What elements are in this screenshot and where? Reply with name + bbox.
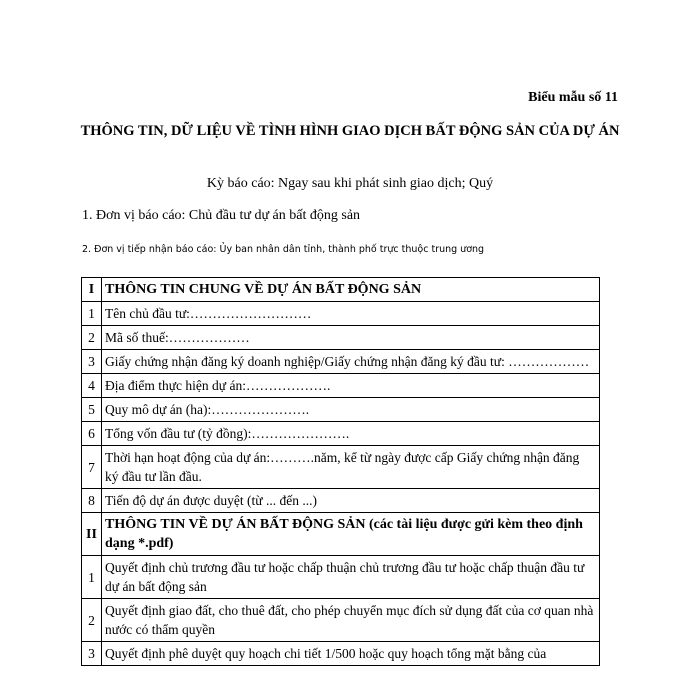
row-text: Tiến độ dự án được duyệt (từ ... đến ...)	[102, 489, 600, 513]
row-number: 8	[82, 489, 102, 513]
row-number: 4	[82, 374, 102, 398]
row-number: 1	[82, 556, 102, 599]
table-row	[82, 422, 600, 446]
table-row	[82, 350, 600, 374]
table-row	[82, 642, 600, 666]
row-number: 6	[82, 422, 102, 446]
table-row	[82, 489, 600, 513]
section-row-documents	[82, 513, 600, 556]
row-text: Mã số thuế:………………	[102, 326, 600, 350]
table-row	[82, 446, 600, 489]
row-number: 5	[82, 398, 102, 422]
project-info-table	[81, 277, 600, 666]
section-number: II	[82, 513, 102, 556]
row-number: 2	[82, 326, 102, 350]
row-text: Tên chủ đầu tư:………………………	[102, 302, 600, 326]
section-heading: THÔNG TIN CHUNG VỀ DỰ ÁN BẤT ĐỘNG SẢN	[102, 278, 600, 302]
section-heading: THÔNG TIN VỀ DỰ ÁN BẤT ĐỘNG SẢN (các tài liệu được gửi kèm theo định dạng *.pdf)	[102, 513, 600, 556]
section-number: I	[82, 278, 102, 302]
row-text: Quyết định giao đất, cho thuê đất, cho phép chuyển mục đích sử dụng đất của cơ quan nhà nước có thẩm quyền	[102, 599, 600, 642]
row-number: 3	[82, 642, 102, 666]
row-text: Thời hạn hoạt động của dự án:……….năm, kể từ ngày được cấp Giấy chứng nhận đăng ký đầu tư lần đầu.	[102, 446, 600, 489]
row-number: 3	[82, 350, 102, 374]
table-row	[82, 599, 600, 642]
row-text: Quy mô dự án (ha):………………….	[102, 398, 600, 422]
row-text: Giấy chứng nhận đăng ký doanh nghiệp/Giấy chứng nhận đăng ký đầu tư: ………………	[102, 350, 600, 374]
row-number: 1	[82, 302, 102, 326]
table-row	[82, 556, 600, 599]
table-row	[82, 398, 600, 422]
row-text: Địa điểm thực hiện dự án:……………….	[102, 374, 600, 398]
table-row	[82, 374, 600, 398]
row-number: 2	[82, 599, 102, 642]
row-number: 7	[82, 446, 102, 489]
form-number: Biểu mẫu số 11	[528, 90, 618, 105]
reporting-period: Kỳ báo cáo: Ngay sau khi phát sinh giao dịch; Quý	[206, 176, 494, 191]
row-text: Quyết định phê duyệt quy hoạch chi tiết 1/500 hoặc quy hoạch tổng mặt bằng của	[102, 642, 600, 666]
row-text: Tổng vốn đầu tư (tỷ đồng):………………….	[102, 422, 600, 446]
receiving-unit: 2. Đơn vị tiếp nhận báo cáo: Ủy ban nhân dân tỉnh, thành phố trực thuộc trung ương	[82, 244, 485, 255]
document-title: THÔNG TIN, DỮ LIỆU VỀ TÌNH HÌNH GIAO DỊCH BẤT ĐỘNG SẢN CỦA DỰ ÁN	[80, 123, 620, 139]
table-row	[82, 326, 600, 350]
row-text: Quyết định chủ trương đầu tư hoặc chấp thuận chủ trương đầu tư hoặc chấp thuận đầu tư dự án bất động sản	[102, 556, 600, 599]
reporting-unit: 1. Đơn vị báo cáo: Chủ đầu tư dự án bất động sản	[82, 208, 361, 223]
table-row	[82, 302, 600, 326]
section-row-general	[82, 278, 600, 302]
